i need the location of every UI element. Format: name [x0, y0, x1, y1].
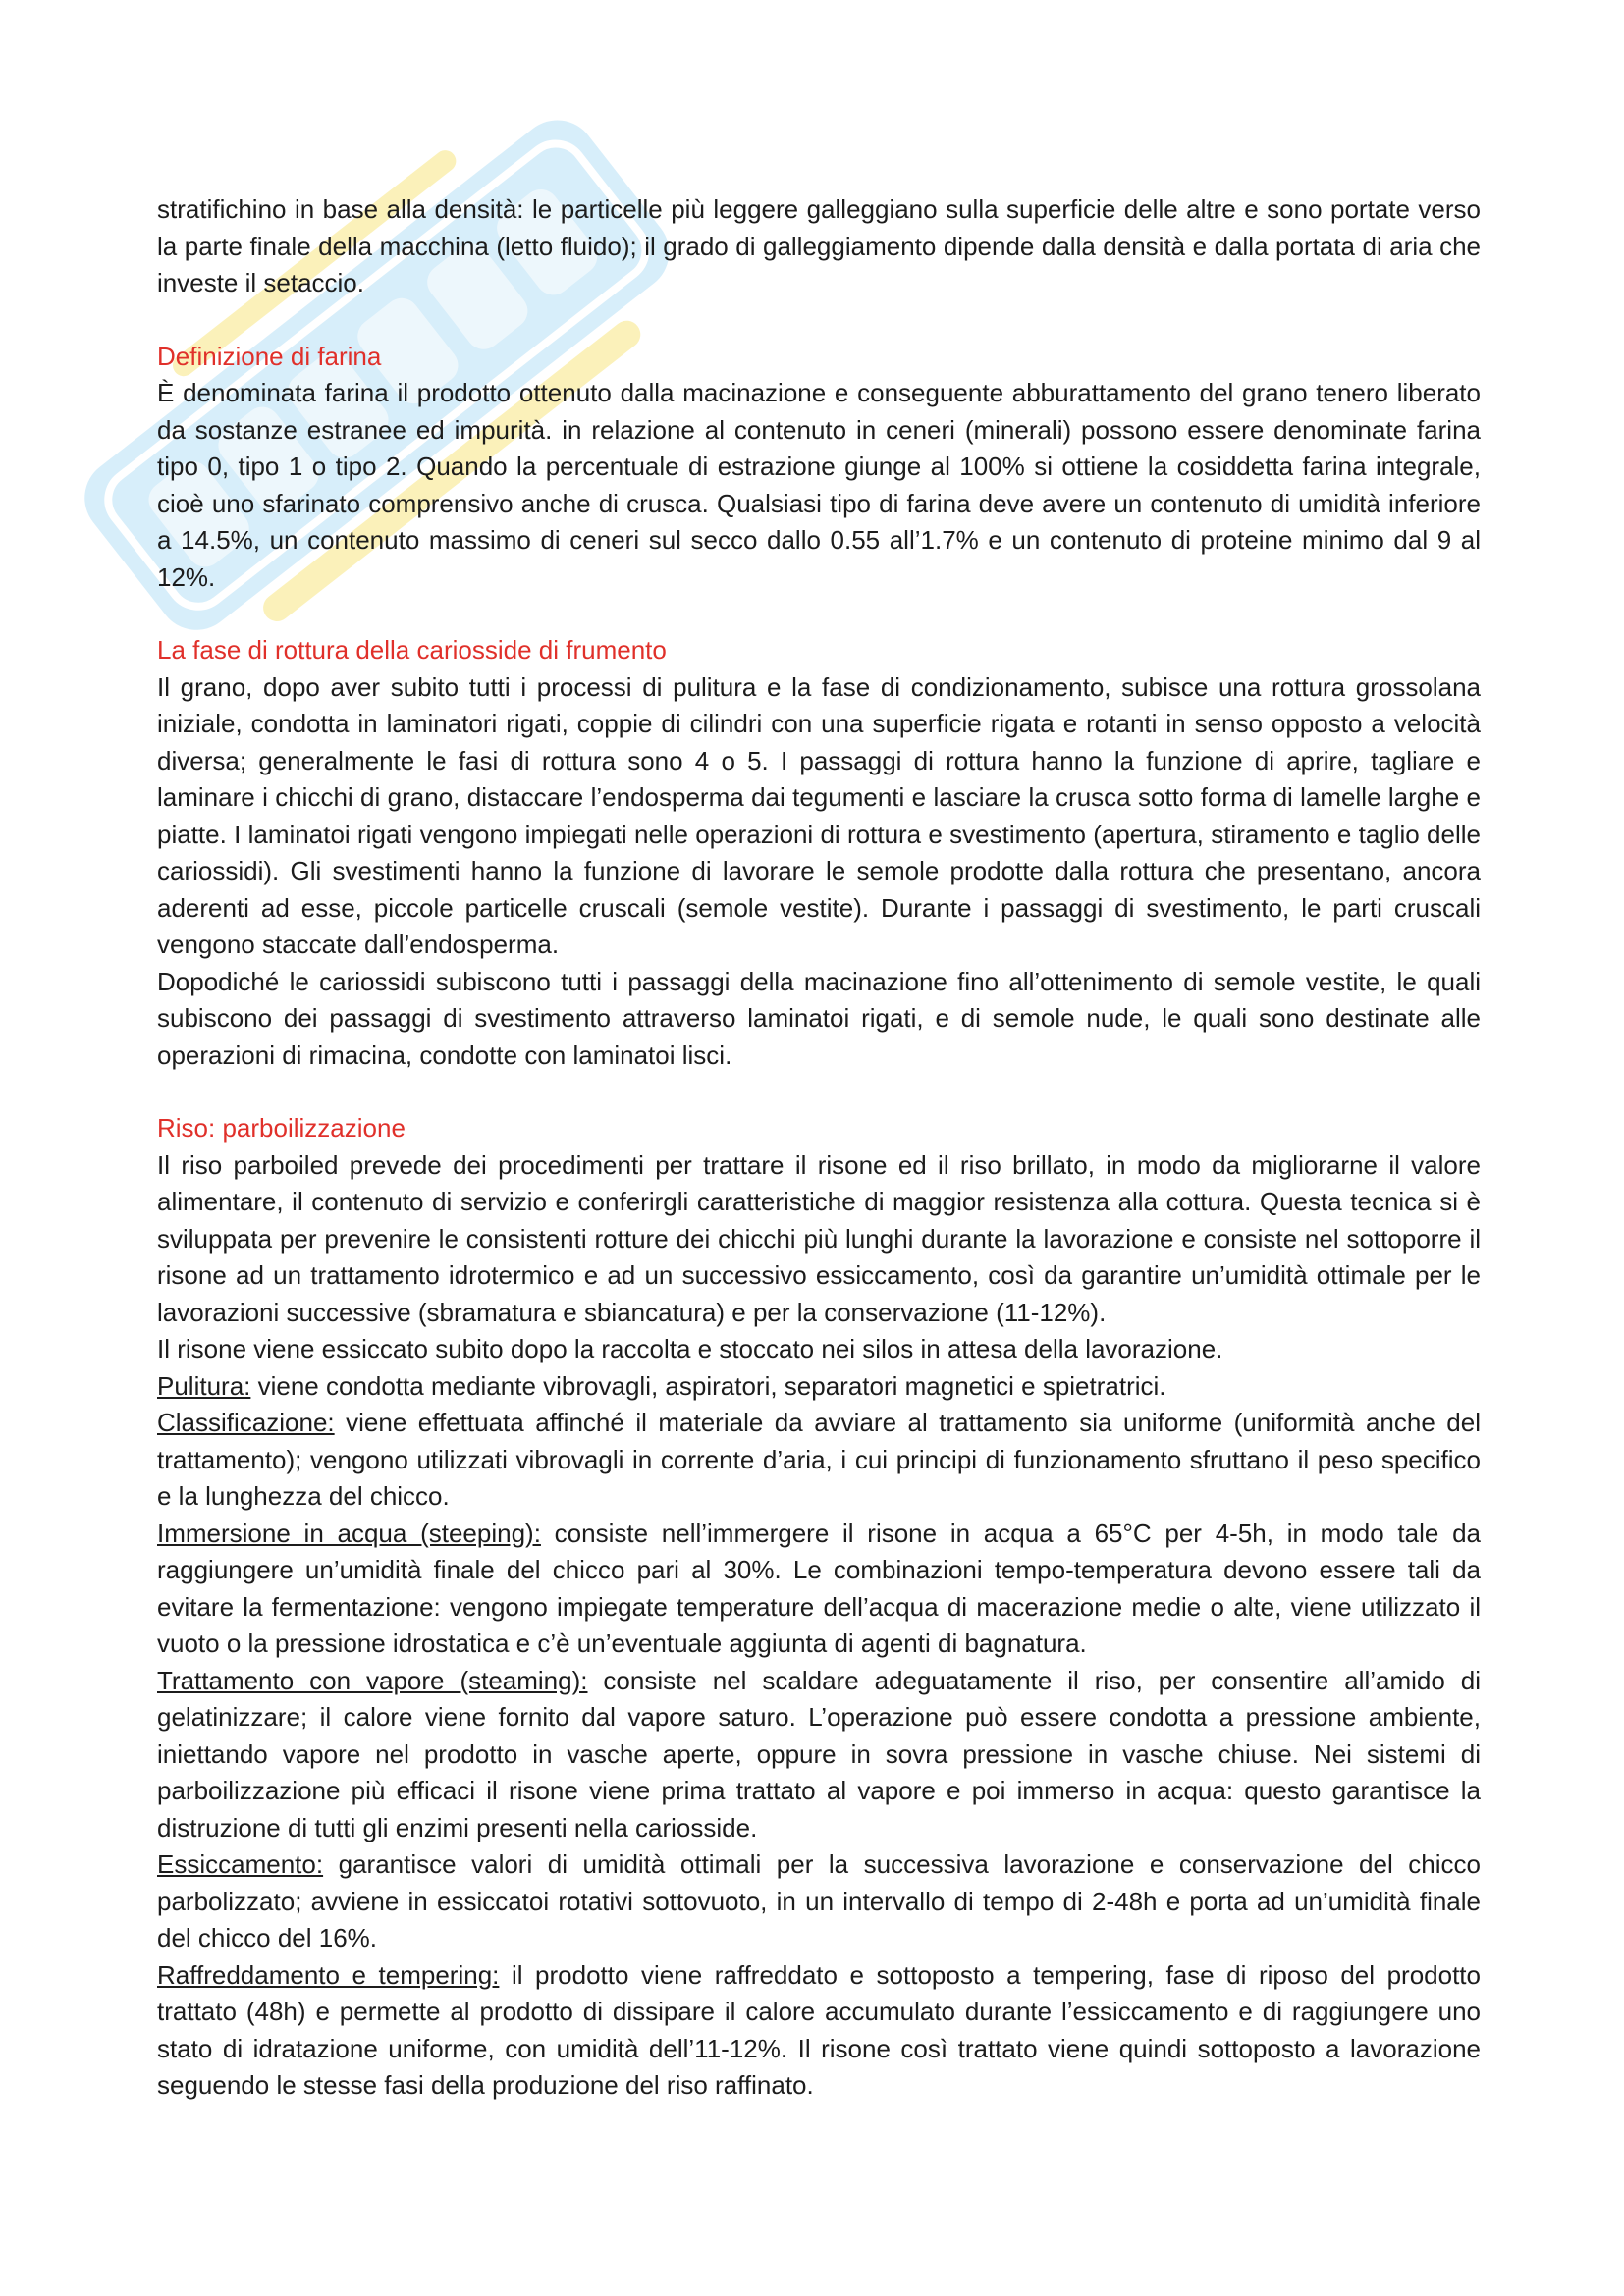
step-classificazione: [157, 1405, 1481, 1516]
farina-paragraph: È denominata farina il prodotto ottenuto dalla macinazione e conseguente abburattamento del grano tenero liberato da sostanze estranee ed impurità. in relazione al contenuto in ceneri (minerali) possono essere denominate farina tipo 0, tipo 1 o tipo 2. Quando la percentuale di estrazione giunge al 100% si ottiene la cosiddetta farina integrale, cioè uno sfarinato comprensivo anche di crusca. Qualsiasi tipo di farina deve avere un contenuto di umidità inferiore a 14.5%, un contenuto massimo di ceneri sul secco dallo 0.55 all’1.7% e un contenuto di proteine minimo dal 9 al 12%.: [157, 378, 1481, 592]
step-text: consiste nell’immergere il risone in acqua a 65°C per 4-5h, in modo tale da raggiungere un’umidità finale del chicco pari al 30%. Le combinazioni tempo-temperatura devono essere tali da evitare la fermentazione: vengono impiegate temperature dell’acqua di macerazione medie o alte, viene utilizzato il vuoto o la pressione idrostatica e c’è un’eventuale aggiunta di agenti di bagnatura.: [157, 1518, 1482, 1658]
spacer: [157, 302, 1481, 339]
step-essiccamento: [157, 1846, 1481, 1957]
intro-paragraph: stratifichino in base alla densità: le particelle più leggere galleggiano sulla superficie delle altre e sono portate verso la parte finale della macchina (letto fluido); il grado di galleggiamento dipende dalla densità e dalla portata di aria che investe il setaccio.: [157, 194, 1481, 297]
rottura-paragraph-2: Dopodiché le cariossidi subiscono tutti i passaggi della macinazione fino all’ottenimento di semole vestite, le quali subiscono dei passaggi di svestimento attraverso laminatoi rigati, e di semole nude, le quali sono destinate alle operazioni di rimacina, condotte con laminatoi lisci.: [157, 966, 1481, 1070]
step-label: Classificazione:: [157, 1408, 335, 1437]
riso-paragraph-2: Il risone viene essiccato subito dopo la raccolta e stoccato nei silos in attesa della lavorazione.: [157, 1334, 1223, 1363]
step-text: viene condotta mediante vibrovagli, aspiratori, separatori magnetici e spietratrici.: [250, 1370, 1166, 1401]
spacer: [157, 596, 1481, 632]
riso-paragraph: Il riso parboiled prevede dei procedimenti per trattare il risone ed il riso brillato, in modo da migliorarne il valore alimentare, il contenuto di servizio e conferirgli caratteristiche di maggior resistenza alla cottura. Questa tecnica si è sviluppata per prevenire le consistenti rotture dei chicchi più lunghi durante la lavorazione e consiste nel sottoporre il risone ad un trattamento idrotermico e ad un successivo essiccamento, così da garantire un’umidità ottimale per le lavorazioni successive (sbramatura e sbiancatura) e per la conservazione (11-12%).: [157, 1149, 1481, 1327]
step-text: viene effettuata affinché il materiale da avviare al trattamento sia uniforme (uniformità anche del trattamento); vengono utilizzati vibrovagli in corrente d’aria, i cui principi di funzionamento sfruttano il peso specifico e la lunghezza del chicco.: [157, 1408, 1481, 1511]
spacer: [157, 1074, 1481, 1110]
heading-farina: Definizione di farina: [157, 341, 382, 371]
step-label: Immersione in acqua (steeping):: [157, 1518, 541, 1548]
step-vapore: [157, 1663, 1481, 1847]
heading-rottura: La fase di rottura della cariosside di frumento: [157, 635, 667, 665]
step-text: consiste nel scaldare adeguatamente il riso, per consentire all’amido di gelatinizzare; il calore viene fornito dal vapore saturo. L’operazione può essere condotta a pressione ambiente, iniettando vapore nel prodotto in vasche aperte, oppure in sovra pressione in vasche chiuse. Nei sistemi di parboilizzazione più efficaci il risone viene prima trattato al vapore e poi immerso in acqua: questo garantisce la distruzione di tutti gli enzimi presenti nella cariosside.: [157, 1665, 1481, 1842]
step-immersione: [157, 1516, 1481, 1663]
step-label: Trattamento con vapore (steaming):: [157, 1665, 588, 1695]
rottura-paragraph: Il grano, dopo aver subito tutti i processi di pulitura e la fase di condizionamento, subisce una rottura grossolana iniziale, condotta in laminatori rigati, coppie di cilindri con una superficie rigata e rotanti in senso opposto a velocità diversa; generalmente le fasi di rottura sono 4 o 5. I passaggi di rottura hanno la funzione di aprire, tagliare e laminare i chicchi di grano, distaccare l’endosperma dai tegumenti e lasciare la crusca sotto forma di lamelle larghe e piatte. I laminatoi rigati vengono impiegati nelle operazioni di rottura e svestimento (apertura, stiramento e taglio delle cariossidi). Gli svestimenti hanno la funzione di lavorare le semole prodotte dalla rottura che presentano, ancora aderenti ad esse, piccole particelle cruscali (semole vestite). Durante i passaggi di svestimento, le parti cruscali vengono staccate dall’endosperma.: [157, 671, 1481, 959]
step-label: Pulitura:: [157, 1370, 251, 1401]
heading-riso: Riso: parboilizzazione: [157, 1113, 406, 1143]
step-pulitura: [157, 1368, 1481, 1406]
step-label: Essiccamento:: [157, 1849, 324, 1879]
step-text: garantisce valori di umidità ottimali per la successiva lavorazione e conservazione del chicco parbolizzato; avviene in essiccatoi rotativi sottovuoto, in un intervallo di tempo di 2-48h e porta ad un’umidità finale del chicco del 16%.: [157, 1849, 1481, 1952]
step-label: Raffreddamento e tempering:: [157, 1959, 500, 1990]
step-raffreddamento: [157, 1957, 1481, 2105]
step-text: il prodotto viene raffreddato e sottoposto a tempering, fase di riposo del prodotto trattato (48h) e permette al prodotto di dissipare il calore accumulato durante l’essiccamento e di raggiungere uno stato di idratazione uniforme, con umidità dell’11-12%. Il risone così trattato viene quindi sottoposto a lavorazione seguendo le stesse fasi della produzione del riso raffinato.: [157, 1959, 1481, 2100]
document-page: [157, 191, 1481, 2105]
